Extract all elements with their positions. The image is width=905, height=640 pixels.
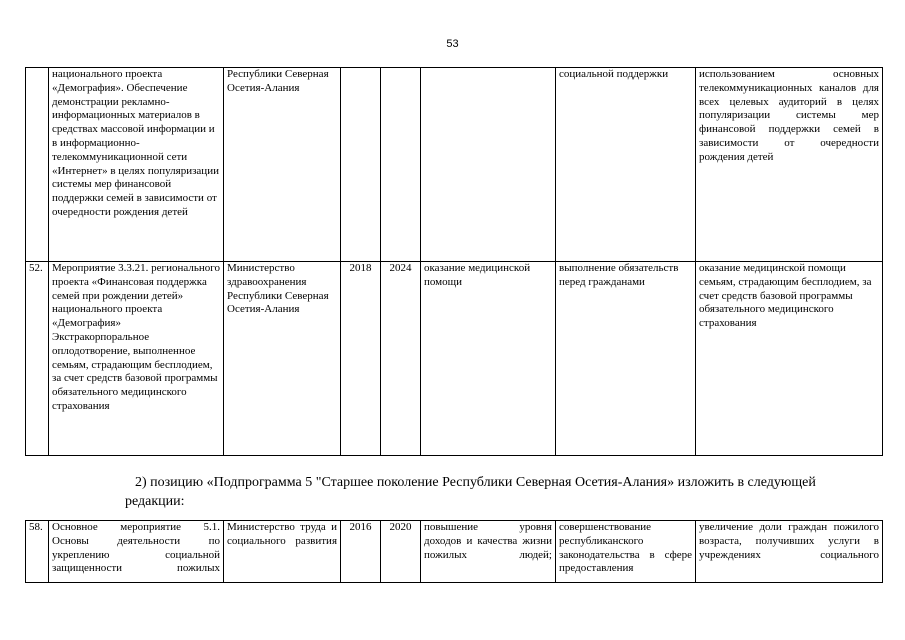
page-number: 53 [446,38,459,50]
row-number-cell: 52. [26,262,49,456]
start-year-cell [341,68,381,262]
indicators-cell: оказание медицинской помощи семьям, страдающим бесплодием, за счет средств базовой программы обязательного медицинского страхования [696,262,883,456]
amendment-paragraph [125,473,880,511]
consequences-cell: социальной поддержки [556,68,696,262]
start-year-cell: 2016 [341,521,381,583]
end-year-cell: 2024 [381,262,421,456]
start-year-cell: 2018 [341,262,381,456]
event-cell: Основное мероприятие 5.1. Основы деятельности по укреплению социальной защищенности пожилых [49,521,224,583]
result-cell: оказание медицинской помощи [421,262,556,456]
result-cell: повышение уровня доходов и качества жизни пожилых людей; [421,521,556,583]
executor-cell: Министерство труда и социального развития [224,521,341,583]
paragraph-line-2: редакции: [125,494,185,509]
executor-cell: Министерство здравоохранения Республики Северная Осетия-Алания [224,262,341,456]
consequences-cell: совершенствование республиканского законодательства в сфере предоставления [556,521,696,583]
table-row [26,521,883,583]
result-cell [421,68,556,262]
subprogram-5-table [25,520,883,583]
indicators-cell: использованием основных телекоммуникационных каналов для всех целевых аудиторий в целях популяризации системы мер финансовой поддержки семей в зависимости от очередности рождения детей [696,68,883,262]
row-number-cell [26,68,49,262]
indicators-cell: увеличение доли граждан пожилого возраста, получивших услуги в учреждениях социального [696,521,883,583]
event-cell: национального проекта «Демография». Обеспечение демонстрации рекламно-информационных материалов в средствах массовой информации и в информационно-телекоммуникационной сети «Интернет» в целях популяризации системы мер финансовой поддержки семей в зависимости от очередности рождения детей [49,68,224,262]
program-events-table [25,67,883,456]
table-row [26,262,883,456]
row-number-cell: 58. [26,521,49,583]
consequences-cell: выполнение обязательств перед гражданами [556,262,696,456]
end-year-cell: 2020 [381,521,421,583]
paragraph-line-1: 2) позицию «Подпрограмма 5 "Старшее поколение Республики Северная Осетия-Алания» изложить в следующей [135,475,816,490]
end-year-cell [381,68,421,262]
executor-cell: Республики Северная Осетия-Алания [224,68,341,262]
event-cell: Мероприятие 3.3.21. регионального проекта «Финансовая поддержка семей при рождении детей» национального проекта «Демография» Экстракорпоральное оплодотворение, выполненное семьям, страдающим бесплодием, за счет средств базовой программы обязательного медицинского страхования [49,262,224,456]
table-row [26,68,883,262]
